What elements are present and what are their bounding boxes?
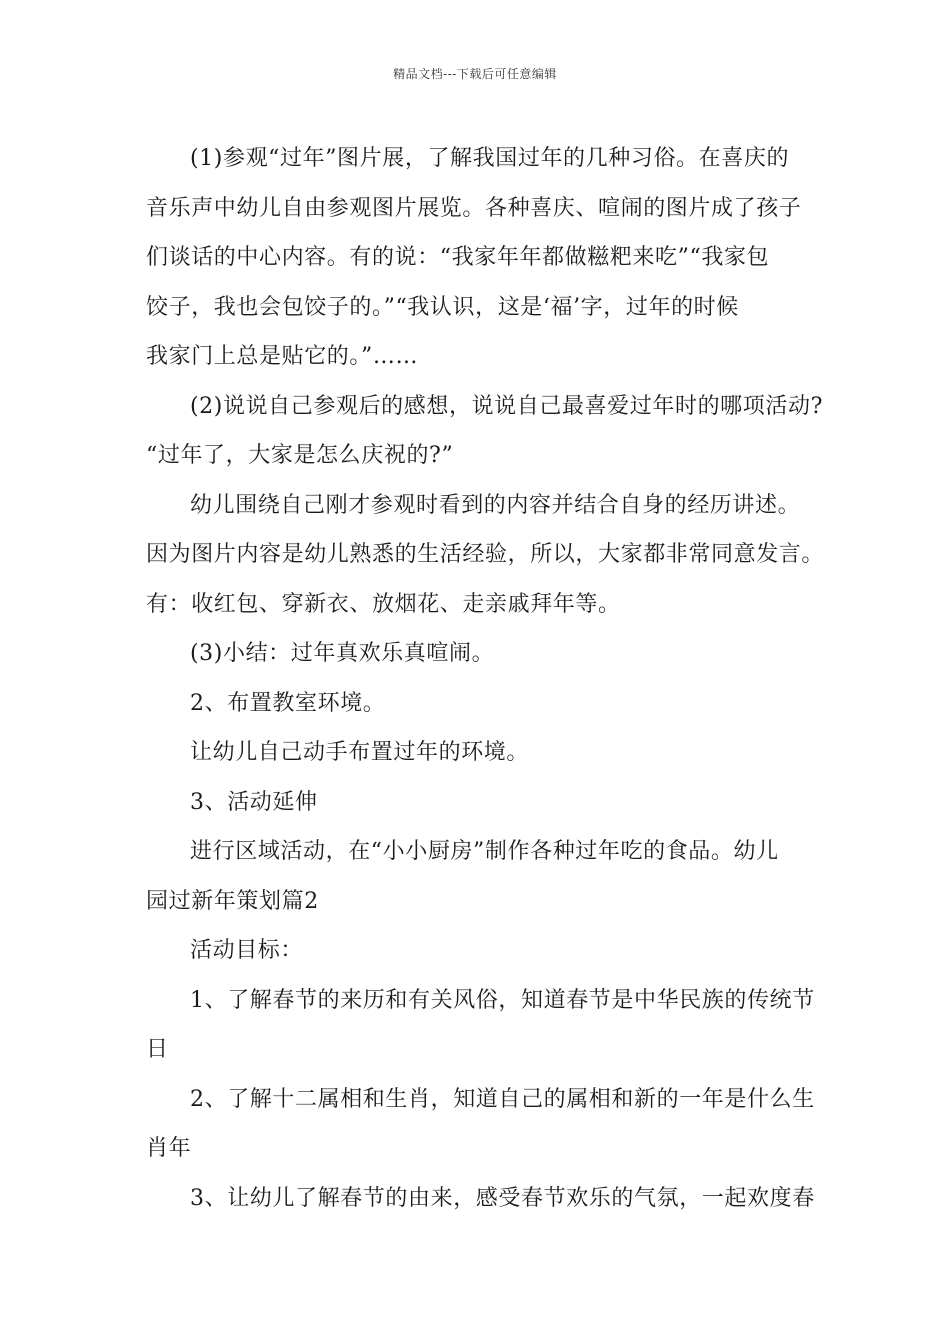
text-line: (2)说说自己参观后的感想，说说自己最喜爱过年时的哪项活动?	[190, 393, 823, 419]
list-item: 3、让幼儿了解春节的由来，感受春节欢乐的气氛，一起欢度春	[190, 1185, 815, 1211]
text-line: 让幼儿自己动手布置过年的环境。	[190, 740, 530, 765]
text-line: 肖年	[146, 1136, 192, 1161]
section-heading: 2、布置教室环境。	[190, 690, 386, 716]
text-line: 饺子，我也会包饺子的。”“我认识，这是‘福’字，过年的时候	[146, 294, 739, 320]
document-body	[146, 134, 825, 1223]
list-item: 1、了解春节的来历和有关风俗，知道春节是中华民族的传统节	[190, 987, 815, 1013]
text-line: 有：收红包、穿新衣、放烟花、走亲戚拜年等。	[146, 591, 621, 617]
text-line: 们谈话的中心内容。有的说：“我家年年都做糍粑来吃”“我家包	[146, 245, 770, 270]
list-item: 2、了解十二属相和生肖，知道自己的属相和新的一年是什么生	[190, 1086, 815, 1112]
text-line: (3)小结：过年真欢乐真喧闹。	[190, 641, 495, 666]
section-heading: 3、活动延伸	[190, 789, 318, 815]
page-header: 精品文档---下载后可任意编辑	[393, 67, 557, 81]
text-line: 日	[146, 1037, 169, 1062]
text-line: 进行区域活动，在“小小厨房”制作各种过年吃的食品。幼儿	[190, 839, 779, 864]
section-heading: 活动目标：	[190, 938, 304, 963]
text-line: 幼儿围绕自己刚才参观时看到的内容并结合自身的经历讲述。	[190, 492, 801, 518]
text-line: 我家门上总是贴它的。”……	[146, 344, 419, 369]
text-line: 音乐声中幼儿自由参观图片展览。各种喜庆、喧闹的图片成了孩子	[146, 195, 802, 221]
text-line: “过年了，大家是怎么庆祝的?”	[146, 443, 454, 468]
text-line: 因为图片内容是幼儿熟悉的生活经验，所以，大家都非常同意发言。	[146, 542, 825, 567]
text-line: 园过新年策划篇2	[146, 888, 319, 914]
text-line: (1)参观“过年”图片展，了解我国过年的几种习俗。在喜庆的	[190, 146, 790, 171]
